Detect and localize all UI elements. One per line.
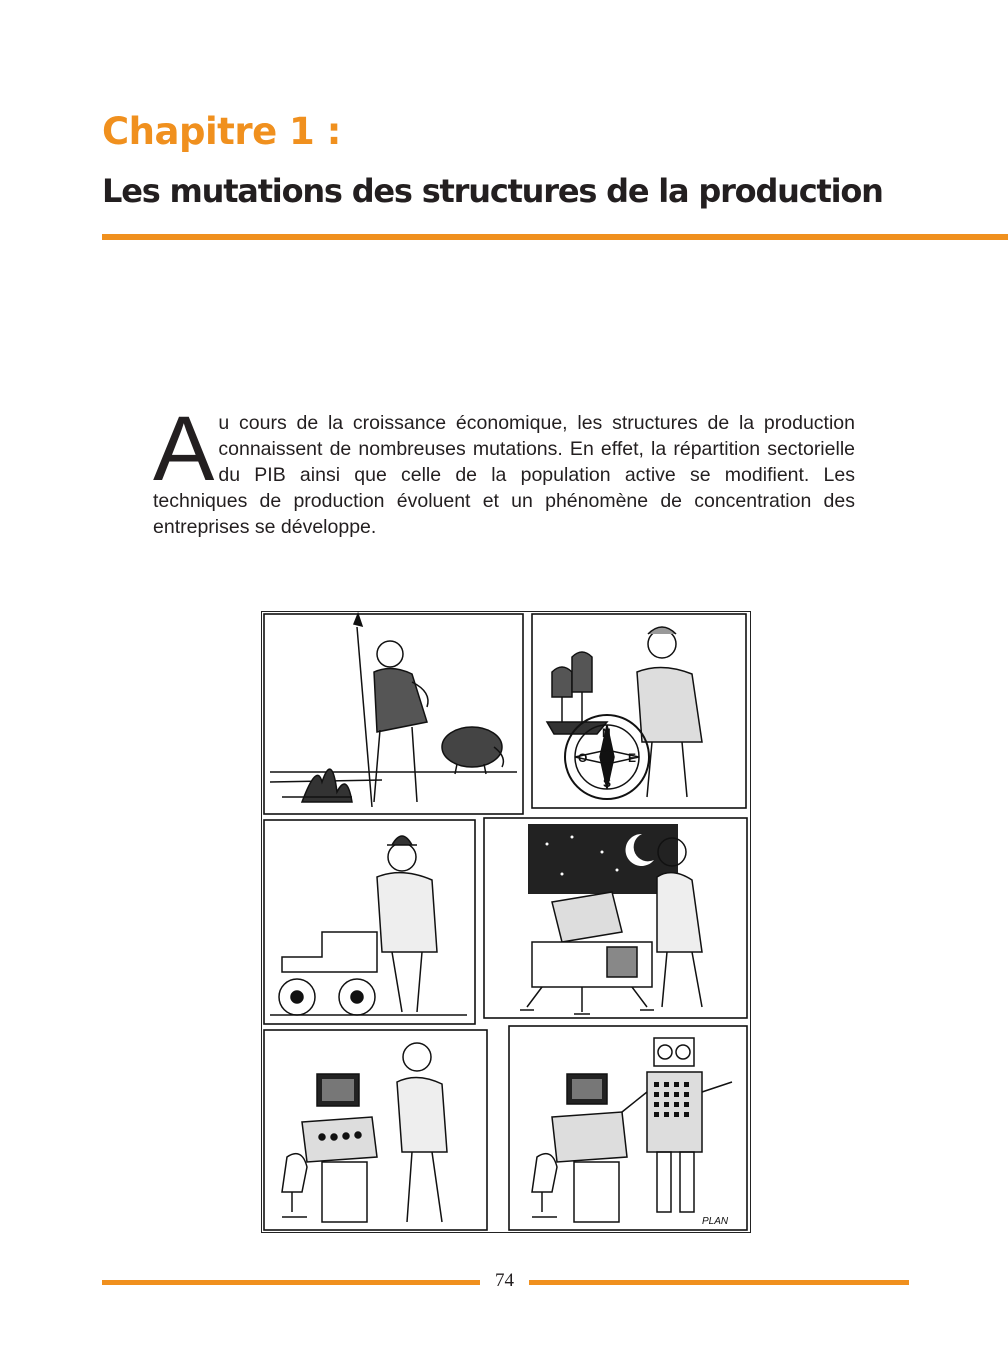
panel-computer: [264, 1030, 487, 1230]
intro-text: u cours de la croissance économique, les structures de la production connaissent de nombreuses mutations. En effet, la répartition sectorielle du PIB ainsi que celle de la population active se modifient. Les techniques de production évoluent et un phénomène de concentration des entreprises se développe.: [153, 412, 855, 538]
page-number: 74: [495, 1270, 514, 1291]
industrial-drawing: [270, 836, 467, 1015]
drop-cap: A: [153, 398, 215, 500]
compass-s: S: [603, 776, 612, 790]
compass-o: O: [578, 751, 588, 765]
cartoon-illustration: [261, 611, 751, 1233]
compass-n: N: [602, 726, 611, 740]
intro-paragraph: [153, 398, 855, 540]
space-age-drawing: [520, 824, 702, 1014]
cartoon-svg: [262, 612, 750, 1232]
title-rule: [102, 234, 1008, 240]
robot-drawing: [532, 1038, 732, 1227]
chapter-title: Les mutations des structures de la production: [102, 172, 883, 210]
chapter-label: Chapitre 1 :: [102, 110, 341, 153]
artist-signature: PLAN: [702, 1216, 729, 1227]
panel-navigator: [532, 614, 746, 808]
computer-drawing: [282, 1043, 447, 1222]
caveman-drawing: [270, 614, 517, 807]
compass-e: E: [628, 751, 637, 765]
footer-rule-left: [102, 1280, 480, 1285]
panel-robot: [509, 1026, 747, 1230]
footer-rule-right: [529, 1280, 909, 1285]
navigator-drawing: [547, 627, 702, 799]
